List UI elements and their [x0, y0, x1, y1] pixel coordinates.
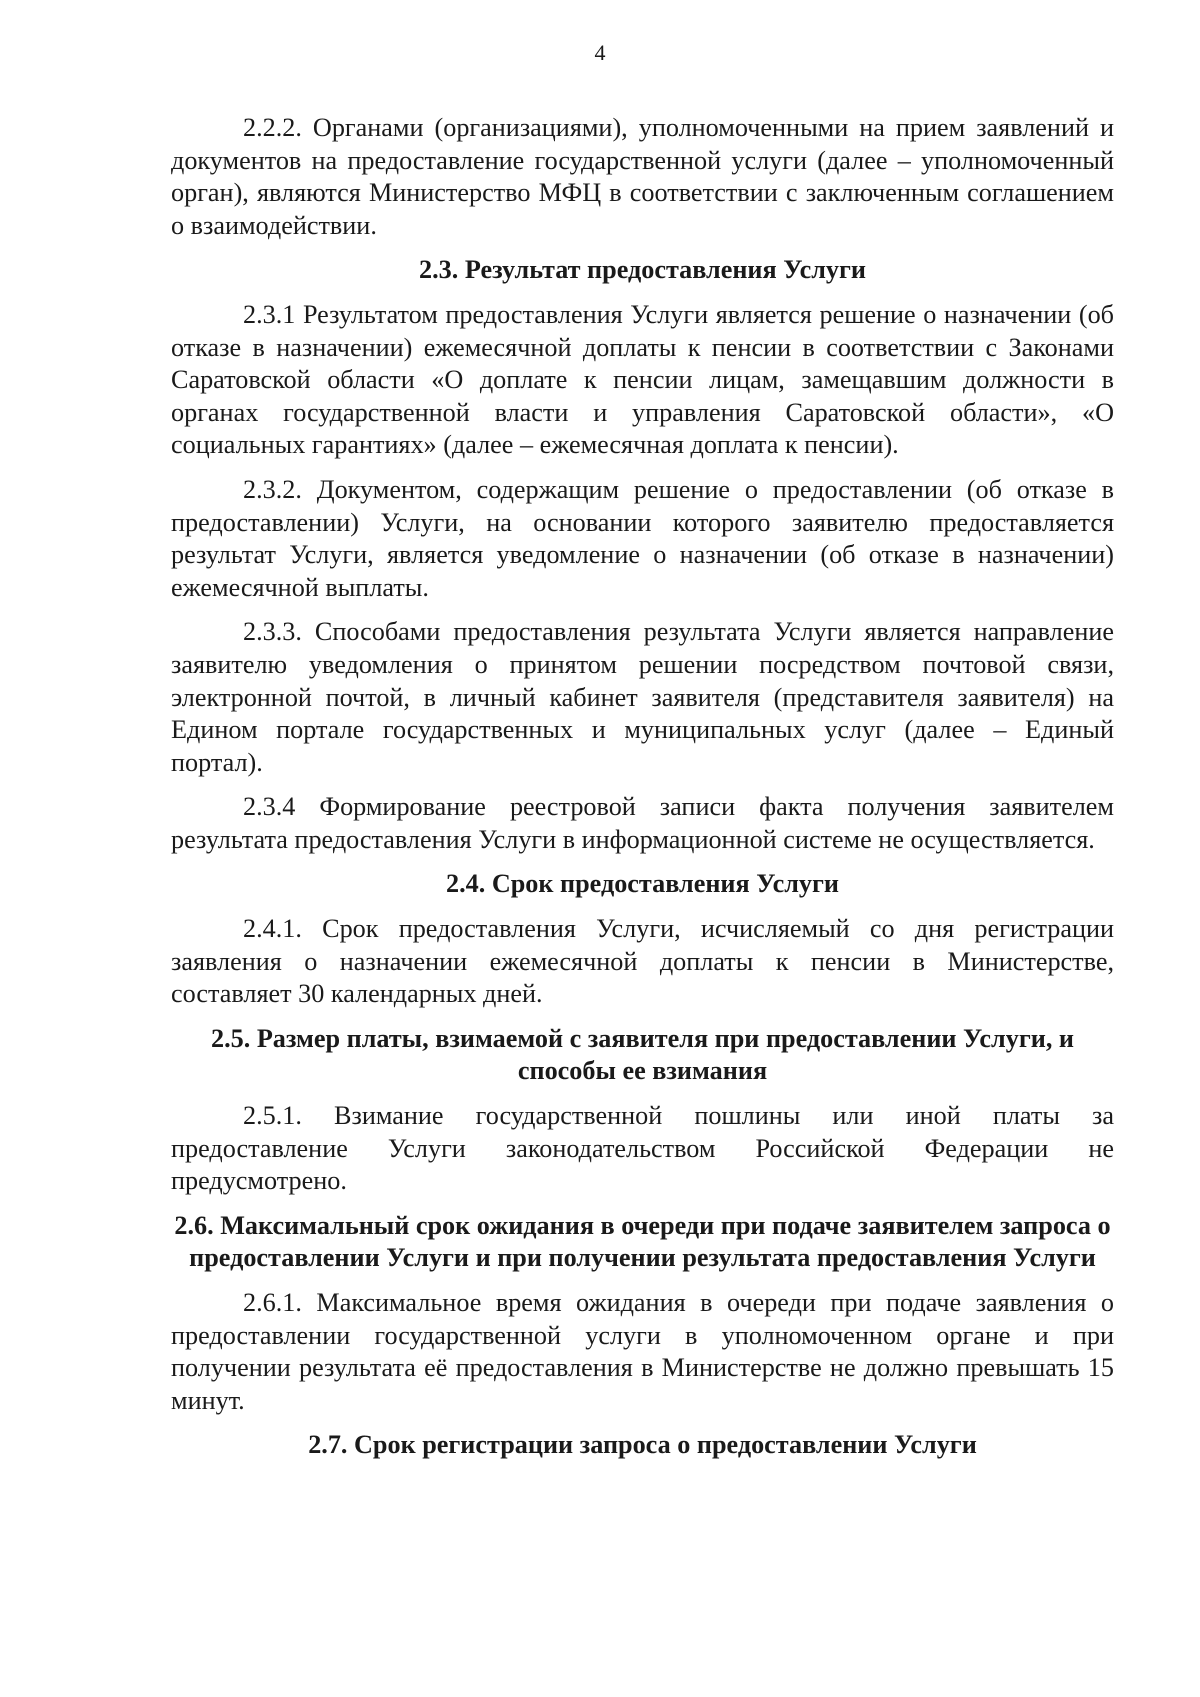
document-body — [171, 112, 1114, 1474]
paragraph-2-3-1: 2.3.1 Результатом предоставления Услуги является решение о назначении (об отказе в назначении) ежемесячной доплаты к пенсии в соответствии с Законами Саратовской области «О доплате к пенсии лицам, замещавшим должности в органах государственной власти и управления Саратовской области», «О социальных гарантиях» (далее – ежемесячная доплата к пенсии). — [171, 299, 1114, 460]
paragraph-2-6-1: 2.6.1. Максимальное время ожидания в очереди при подаче заявления о предоставлении государственной услуги в уполномоченном органе и при получении результата её предоставления в Министерстве не должно превышать 15 минут. — [171, 1288, 1114, 1415]
paragraph-2-2-2: 2.2.2. Органами (организациями), уполномоченными на прием заявлений и документов на предоставление государственной услуги (далее – уполномоченный орган), являются Министерство МФЦ в соответствии с заключенным соглашением о взаимодействии. — [171, 113, 1114, 240]
heading-2-5: 2.5. Размер платы, взимаемой с заявителя при предоставлении Услуги, и способы ее взимания — [210, 1023, 1075, 1086]
paragraph-2-4-1: 2.4.1. Срок предоставления Услуги, исчисляемый со дня регистрации заявления о назначении ежемесячной доплаты к пенсии в Министерстве, составляет 30 календарных дней. — [171, 914, 1114, 1009]
paragraph-2-3-3: 2.3.3. Способами предоставления результата Услуги является направление заявителю уведомления о принятом решении посредством почтовой связи, электронной почтой, в личный кабинет заявителя (представителя заявителя) на Едином портале государственных и муниципальных услуг (далее – Единый портал). — [171, 617, 1114, 777]
paragraph-2-3-2: 2.3.2. Документом, содержащим решение о предоставлении (об отказе в предоставлении) Услуги, на основании которого заявителю предоставляется результат Услуги, является уведомление о назначении (об отказе в назначении) ежемесячной выплаты. — [171, 474, 1114, 602]
paragraph-2-3-4: 2.3.4 Формирование реестровой записи факта получения заявителем результата предоставления Услуги в информационной системе не осуществляется. — [171, 792, 1114, 854]
heading-2-6: 2.6. Максимальный срок ожидания в очереди при подаче заявителем запроса о предоставлении Услуги и при получении результата предоставления Услуги — [174, 1210, 1111, 1273]
page-number: 4 — [594, 40, 606, 65]
heading-2-4: 2.4. Срок предоставления Услуги — [446, 869, 839, 899]
heading-2-7: 2.7. Срок регистрации запроса о предоставлении Услуги — [308, 1430, 977, 1460]
heading-2-3: 2.3. Результат предоставления Услуги — [418, 255, 867, 285]
paragraph-2-5-1: 2.5.1. Взимание государственной пошлины или иной платы за предоставление Услуги законодательством Российской Федерации не предусмотрено. — [171, 1101, 1114, 1196]
